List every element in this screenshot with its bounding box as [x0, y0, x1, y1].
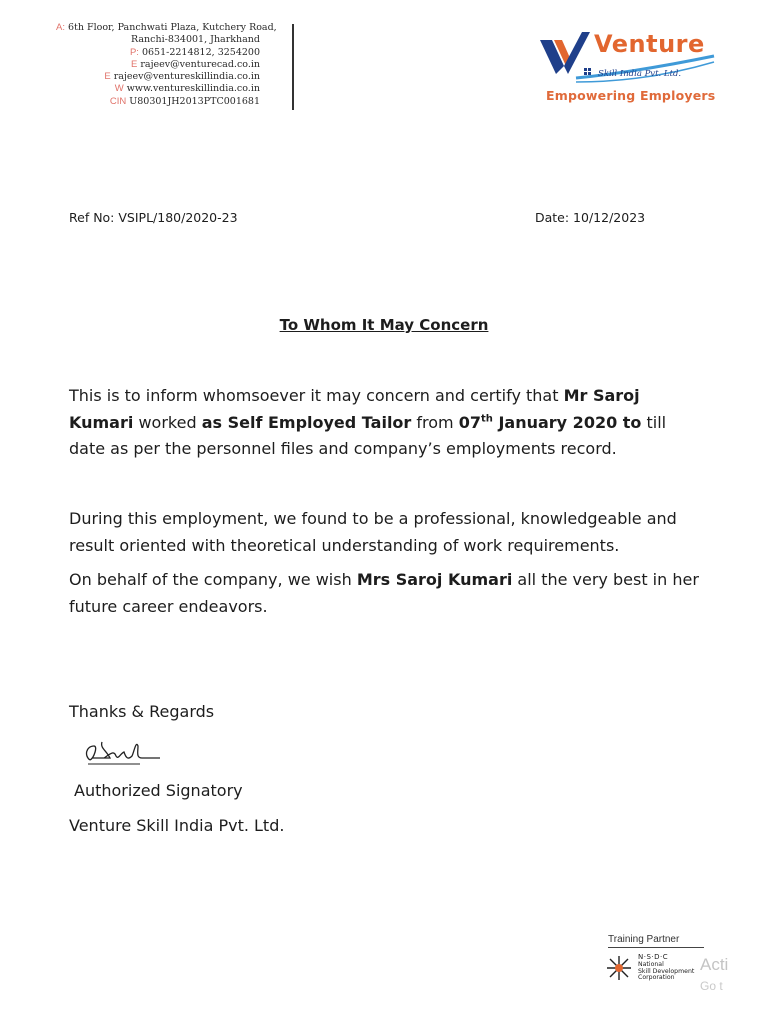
company-name: Venture Skill India Pvt. Ltd. — [69, 816, 285, 835]
ordinal-suffix: th — [480, 413, 493, 425]
phone-text: 0651-2214812, 3254200 — [141, 46, 260, 58]
cin-text: U80301JH2013PTC001681 — [129, 95, 260, 107]
employee-name: Mrs Saroj Kumari — [356, 570, 513, 589]
logo-wordmark: Venture — [594, 30, 705, 58]
email-text: rajeev@venturecad.co.in — [140, 58, 260, 70]
website-text: www.ventureskillindia.co.in — [126, 83, 260, 95]
training-partner-underline — [608, 947, 704, 948]
performance-paragraph: During this employment, we found to be a professional, knowledgeable and result oriented with theoretical understanding of work requirements. — [69, 509, 677, 555]
website-label: W — [114, 83, 124, 95]
nsdc-abbreviation: N·S·D·C — [638, 953, 669, 961]
signatory-title: Authorized Signatory — [74, 781, 243, 800]
nsdc-logo-icon — [604, 952, 634, 984]
website-line — [56, 83, 260, 95]
cin-label: CIN — [109, 95, 127, 107]
signature-icon — [80, 736, 164, 772]
nsdc-name-line: Corporation — [638, 974, 675, 981]
email-label: E — [131, 58, 138, 70]
nsdc-name-line: Skill Development — [638, 967, 695, 975]
cin-line — [56, 96, 260, 108]
address-label: A: — [56, 22, 65, 33]
email-text: rajeev@ventureskillindia.co.in — [113, 71, 260, 83]
phone-line — [56, 47, 260, 59]
training-partner-label: Training Partner — [608, 934, 680, 945]
paragraph-text: all the very best in her future career endeavors. — [69, 570, 699, 616]
certification-paragraph — [69, 383, 699, 463]
letter-title: To Whom It May Concern — [279, 316, 489, 334]
closing-salutation: Thanks & Regards — [69, 702, 215, 721]
email-label: E — [104, 71, 111, 83]
paragraph-text: worked — [133, 412, 202, 432]
paragraph-text: This is to inform whomsoever it may concern and certify that — [69, 386, 564, 405]
nsdc-name-line: National — [638, 961, 664, 968]
job-role: as Self Employed Tailor — [201, 412, 412, 432]
wishes-paragraph — [69, 567, 699, 620]
address-text: 6th Floor, Panchwati Plaza, Kutchery Road, — [67, 22, 277, 33]
company-address-block — [56, 22, 277, 108]
employee-name: Mr Saroj Kumari — [69, 386, 640, 432]
paragraph-text: till date as per the personnel files and company’s employments record. — [69, 412, 667, 458]
paragraph-text: from — [411, 412, 459, 432]
address-line — [56, 22, 277, 34]
start-date — [459, 413, 642, 432]
address-text: Ranchi-834001, Jharkhand — [130, 34, 260, 46]
paragraph-text: On behalf of the company, we wish — [69, 570, 357, 589]
phone-label: P: — [129, 46, 139, 58]
activation-watermark-subtitle: Go t — [700, 979, 723, 993]
reference-number: Ref No: VSIPL/180/2020-23 — [69, 210, 238, 225]
email-line — [56, 71, 260, 83]
activation-watermark-title: Acti — [700, 955, 729, 974]
start-day: 07 — [458, 412, 481, 432]
logo-subtitle: Skill India Pvt. Ltd. — [598, 69, 682, 79]
logo-tagline: Empowering Employers — [546, 88, 716, 103]
email-line — [56, 59, 260, 71]
header-divider — [292, 24, 294, 110]
address-line — [56, 34, 260, 46]
letter-date: Date: 10/12/2023 — [535, 210, 646, 225]
start-month-year: January 2020 to — [492, 412, 642, 432]
